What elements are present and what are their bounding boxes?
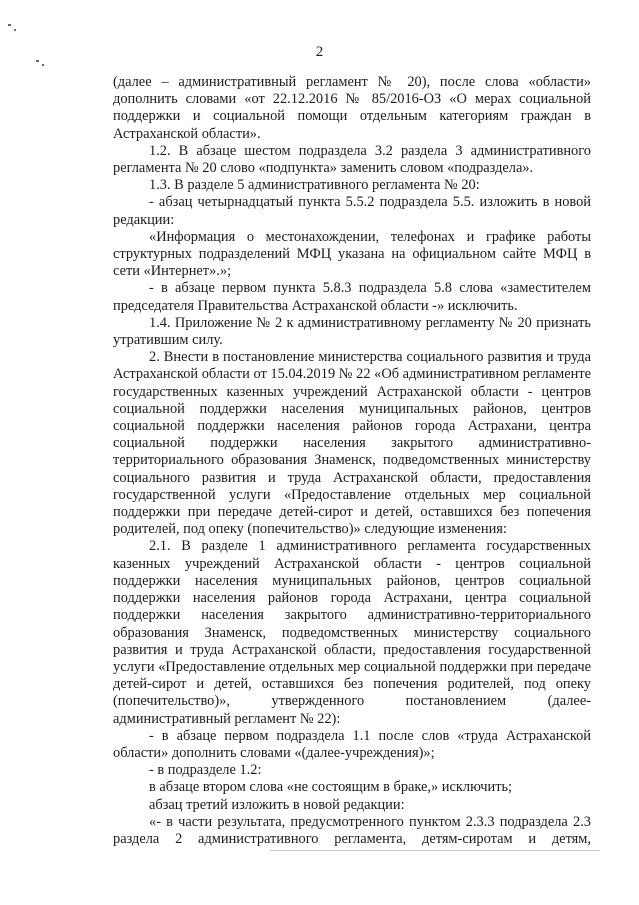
paragraph: (далее – административный регламент № 20), после слова «области» дополнить словами «от 22.12.2016 № 85/2016-ОЗ «О мерах социальной поддержки и социальной помощи отдельным категориям граждан в Астраханской области». bbox=[113, 74, 591, 142]
document-body bbox=[113, 74, 591, 848]
paragraph: - в абзаце первом пункта 5.8.3 подраздела 5.8 слова «заместителем председателя Правительства Астраханской области -» исключить. bbox=[113, 280, 591, 314]
scan-edge-line bbox=[270, 850, 600, 851]
paragraph: - в подразделе 1.2: bbox=[149, 762, 262, 779]
page-number: 2 bbox=[315, 44, 324, 60]
paragraph: «Информация о местонахождении, телефонах и графике работы структурных подразделений МФЦ указана на официальном сайте МФЦ в сети «Интернет».»; bbox=[113, 228, 591, 280]
paragraph: 1.2. В абзаце шестом подраздела 3.2 раздела 3 административного регламента № 20 слово «подпункта» заменить словом «подраздела». bbox=[113, 142, 591, 177]
scan-speck bbox=[42, 64, 44, 66]
paragraph: - в абзаце первом подраздела 1.1 после слов «труда Астраханской области» дополнить словами «(далее-учреждения)»; bbox=[113, 727, 591, 761]
paragraph: 2. Внести в постановление министерства социального развития и труда Астраханской области от 15.04.2019 № 22 «Об административном регламенте государственных казенных учреждений Астраханской области - центров социальной поддержки населения муниципальных районов, центров социальной поддержки населения районов города Астрахани, центра социальной поддержки населения закрытого административно-территориального образования Знаменск, подведомственных министерству социального развития и труда Астраханской области, предоставления государственной услуги «Предоставление отдельных мер социальной поддержки при передаче детей-сирот и детей, оставшихся без попечения родителей, под опеку (попечительство)» следующие изменения: bbox=[113, 349, 591, 538]
paragraph: «- в части результата, предусмотренного пунктом 2.3.3 подраздела 2.3 раздела 2 административного регламента, детям-сиротам и детям, bbox=[113, 813, 591, 847]
paragraph: абзац третий изложить в новой редакции: bbox=[149, 796, 405, 813]
paragraph: в абзаце втором слова «не состоящим в браке,» исключить; bbox=[149, 779, 513, 796]
paragraph: 2.1. В разделе 1 административного регламента государственных казенных учреждений Астраханской области - центров социальной поддержки населения муниципальных районов, центров социальной поддержки населения районов города Астрахани, центра социальной поддержки населения закрытого административно-территориального образования Знаменск, подведомственных министерству социального развития и труда Астраханской области, предоставления государственной услуги «Предоставление отдельных мер социальной поддержки при передаче детей-сирот и детей, оставшихся без попечения родителей, под опеку (попечительство)», утвержденного постановлением (далее-административный регламент № 22): bbox=[113, 538, 591, 727]
paragraph: 1.3. В разделе 5 административного регламента № 20: bbox=[149, 177, 480, 194]
paragraph: - абзац четырнадцатый пункта 5.5.2 подраздела 5.5. изложить в новой редакции: bbox=[113, 194, 591, 228]
scan-speck bbox=[8, 24, 11, 26]
paragraph: 1.4. Приложение № 2 к административному регламенту № 20 признать утратившим силу. bbox=[113, 314, 591, 349]
scan-speck bbox=[14, 29, 16, 31]
